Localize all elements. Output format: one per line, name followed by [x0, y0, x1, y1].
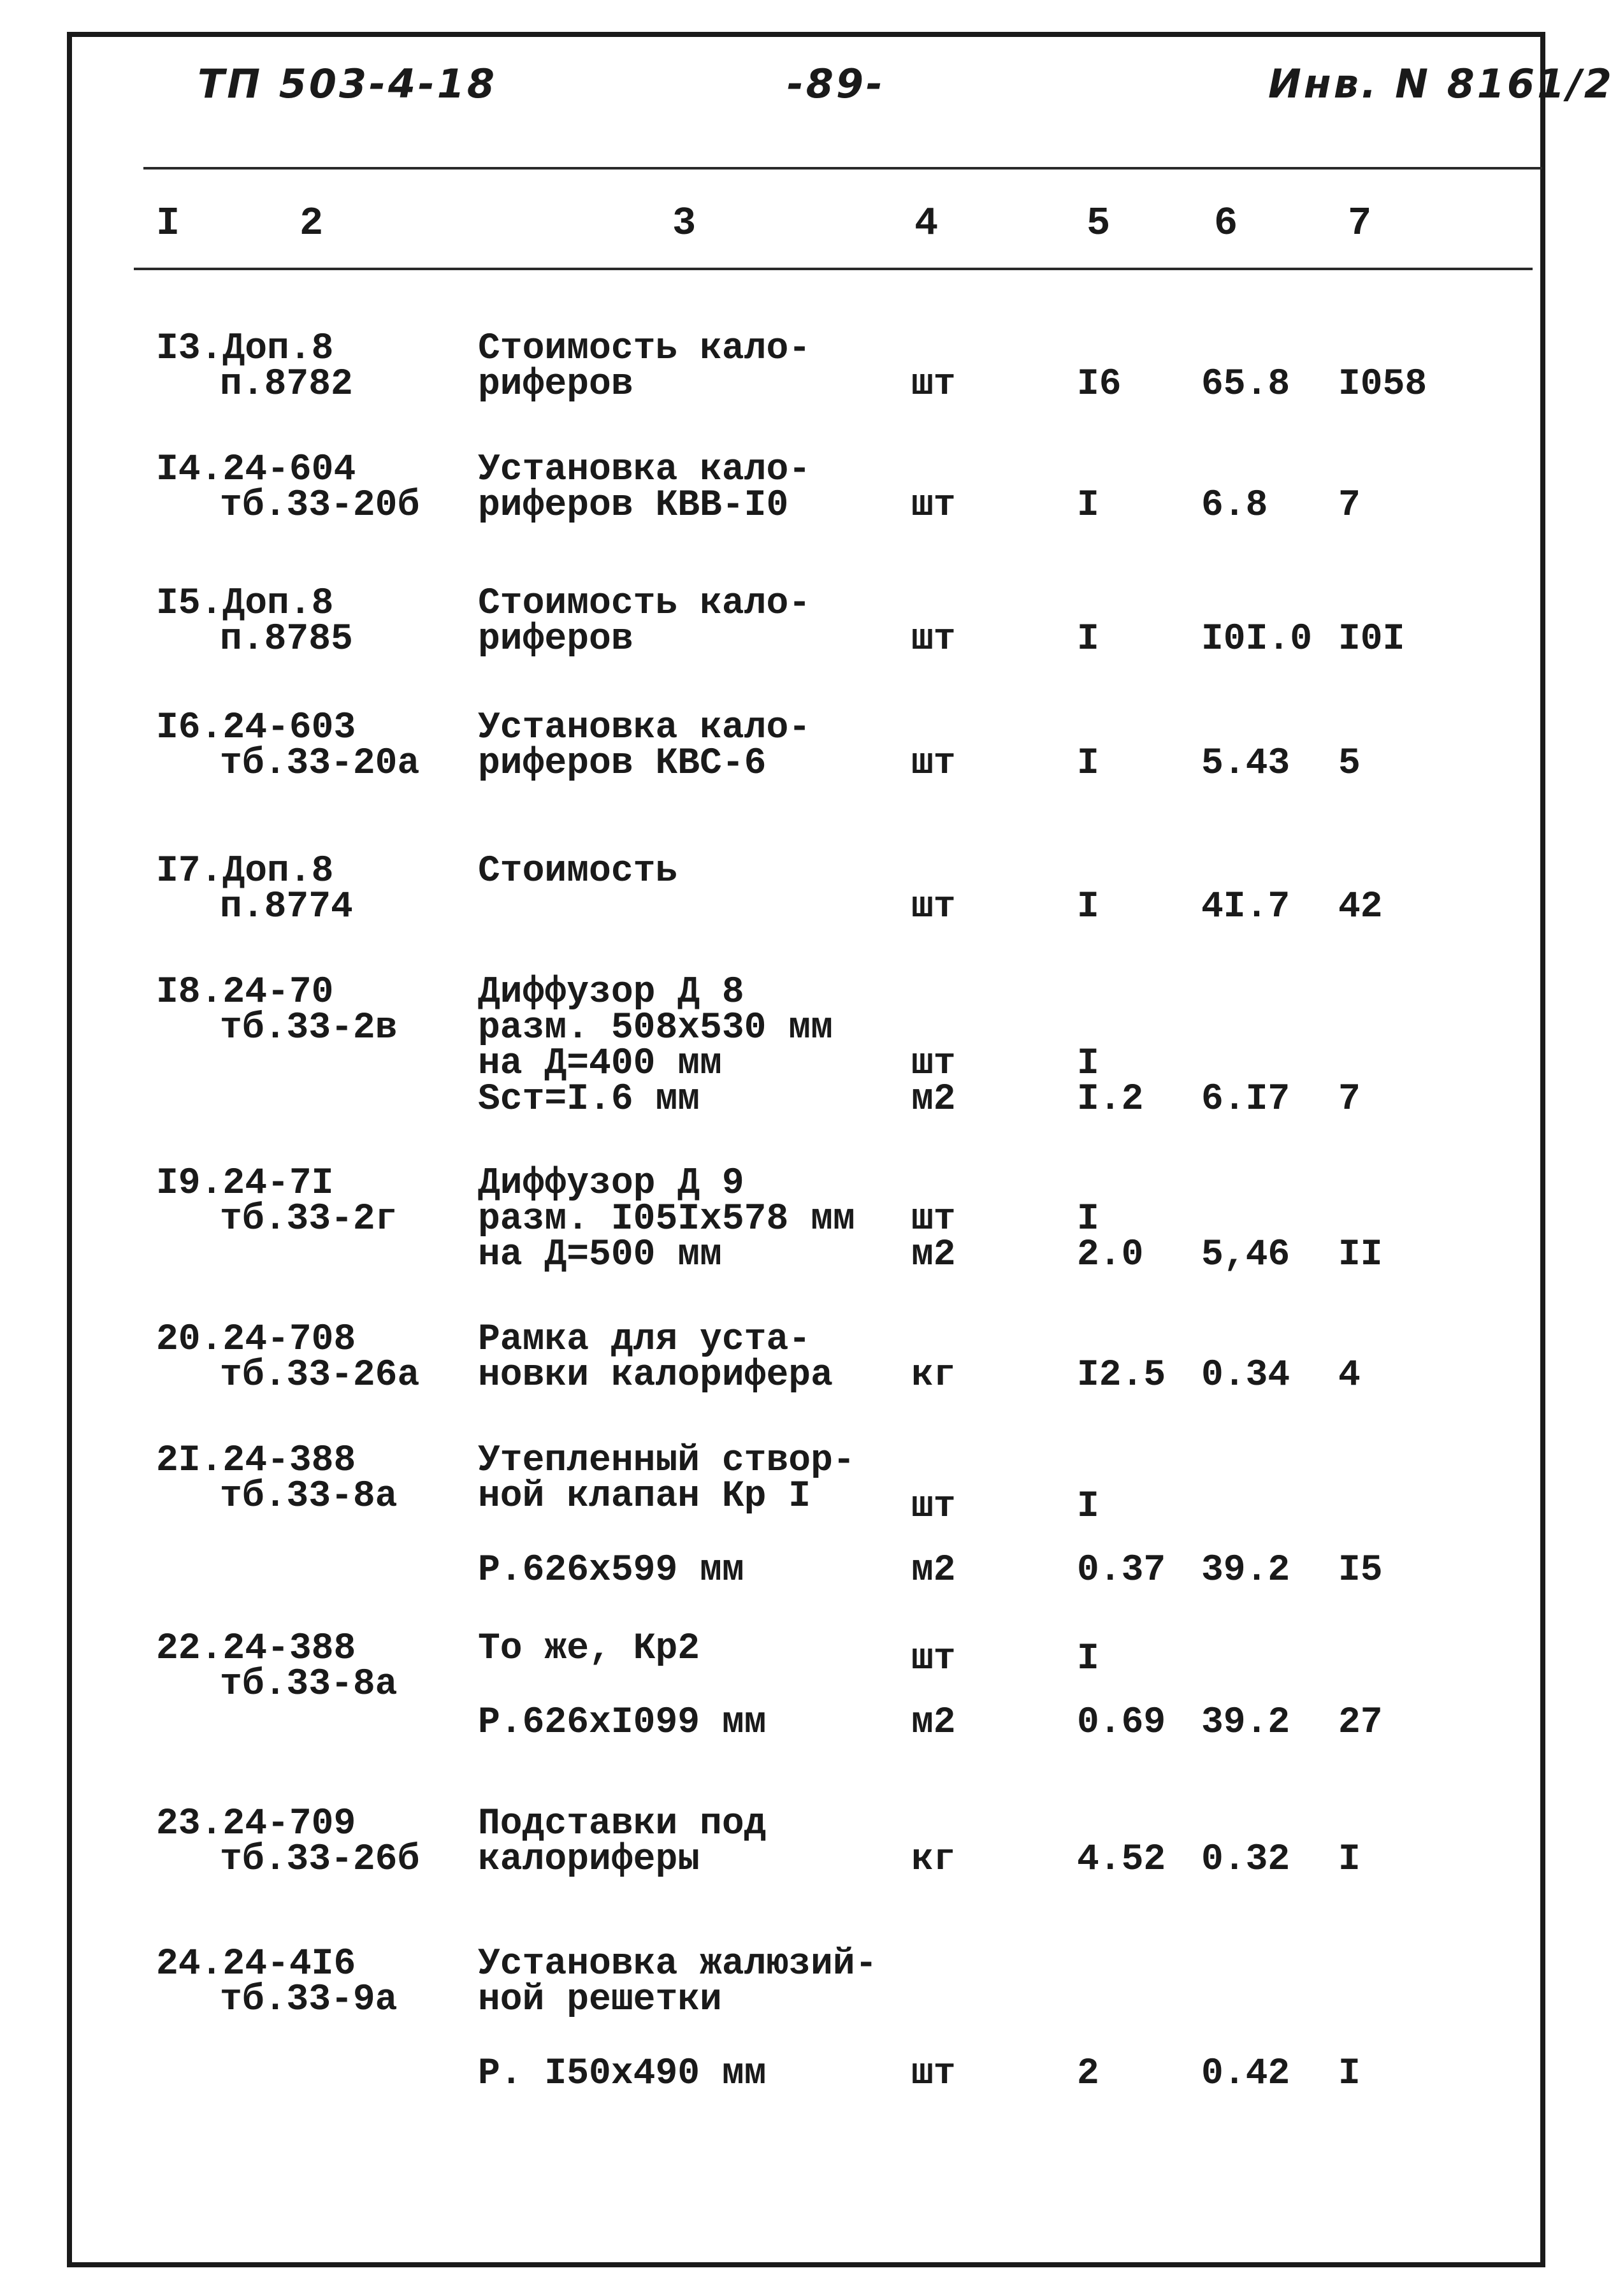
- row-total-cost: 7: [1338, 485, 1361, 526]
- column-header-2: 2: [300, 201, 324, 246]
- row-item-ref: I8.24-70: [156, 972, 334, 1013]
- row-unit-price: 65.8: [1201, 364, 1290, 405]
- row-total-cost: 4: [1338, 1355, 1361, 1396]
- row-item-subref: тб.33-20б: [220, 485, 420, 526]
- row-item-subref: тб.33-9а: [220, 1979, 398, 2021]
- row-description-line: Стоимость: [478, 851, 678, 892]
- inventory-number: Инв. N 8161/2: [1268, 61, 1614, 107]
- row-unit: м2: [911, 1702, 956, 1744]
- row-unit-price: 5,46: [1201, 1234, 1290, 1276]
- row-quantity: I: [1077, 743, 1099, 784]
- row-total-cost: 42: [1338, 886, 1383, 928]
- row-description-line: Рамка для уста-: [478, 1319, 811, 1361]
- row-item-subref: тб.33-20а: [220, 743, 420, 784]
- row-description-line: Подставки под: [478, 1803, 767, 1845]
- row-description-line: риферов КВВ-I0: [478, 485, 789, 526]
- row-quantity: 4.52: [1077, 1839, 1166, 1881]
- row-unit-price: 0.34: [1201, 1355, 1290, 1396]
- row-unit-price: 0.32: [1201, 1839, 1290, 1881]
- row-quantity: I.2: [1077, 1079, 1144, 1120]
- column-header-6: 6: [1214, 201, 1238, 246]
- row-total-cost: 27: [1338, 1702, 1383, 1744]
- header-bottom-rule: [134, 268, 1533, 270]
- row-unit: шт: [911, 2053, 956, 2095]
- row-quantity: I: [1077, 1486, 1099, 1527]
- row-item-ref: 22.24-388: [156, 1628, 356, 1670]
- row-item-ref: 2I.24-388: [156, 1440, 356, 1482]
- row-description-dimensions: Р.626х599 мм: [478, 1550, 744, 1591]
- row-description-line: Стоимость кало-: [478, 328, 811, 370]
- row-quantity: 0.69: [1077, 1702, 1166, 1744]
- row-unit-price: 0.42: [1201, 2053, 1290, 2095]
- column-header-4: 4: [914, 201, 939, 246]
- row-quantity: I: [1077, 1043, 1099, 1085]
- row-item-ref: I5.Доп.8: [156, 583, 334, 625]
- row-unit-price: 39.2: [1201, 1702, 1290, 1744]
- row-description-line: Диффузор Д 9: [478, 1163, 744, 1204]
- row-total-cost: 7: [1338, 1079, 1361, 1120]
- row-quantity: 0.37: [1077, 1550, 1166, 1591]
- row-description-line: разм. I05Iх578 мм: [478, 1199, 855, 1240]
- row-unit: шт: [911, 485, 956, 526]
- column-header-3: 3: [672, 201, 697, 246]
- row-total-cost: I0I: [1338, 619, 1405, 660]
- row-description-line: калориферы: [478, 1839, 700, 1881]
- page-number: -89-: [787, 61, 885, 107]
- row-quantity: I: [1077, 1638, 1099, 1680]
- row-unit: кг: [911, 1839, 956, 1881]
- header-top-rule: [143, 167, 1542, 170]
- row-description-line: То же, Кр2: [478, 1628, 700, 1670]
- row-description-line: Утепленный створ-: [478, 1440, 855, 1482]
- row-unit: шт: [911, 1199, 956, 1240]
- row-item-ref: 20.24-708: [156, 1319, 356, 1361]
- row-quantity: I: [1077, 485, 1099, 526]
- column-header-7: 7: [1348, 201, 1372, 246]
- row-unit-price: 6.8: [1201, 485, 1268, 526]
- row-quantity: 2.0: [1077, 1234, 1144, 1276]
- row-item-ref: 23.24-709: [156, 1803, 356, 1845]
- row-item-subref: тб.33-2в: [220, 1007, 398, 1049]
- row-item-subref: тб.33-26б: [220, 1839, 420, 1881]
- row-item-subref: п.8774: [220, 886, 353, 928]
- row-unit: кг: [911, 1355, 956, 1396]
- row-description-line: Установка кало-: [478, 449, 811, 491]
- row-description-line: новки калорифера: [478, 1355, 833, 1396]
- row-quantity: 2: [1077, 2053, 1099, 2095]
- row-item-ref: I6.24-603: [156, 707, 356, 749]
- row-item-ref: I7.Доп.8: [156, 851, 334, 892]
- row-item-subref: тб.33-8а: [220, 1476, 398, 1517]
- row-unit-price: 4I.7: [1201, 886, 1290, 928]
- row-total-cost: 5: [1338, 743, 1361, 784]
- row-unit: шт: [911, 1638, 956, 1680]
- row-description-line: разм. 508х530 мм: [478, 1007, 833, 1049]
- row-description-line: Диффузор Д 8: [478, 972, 744, 1013]
- row-description-line: ной решетки: [478, 1979, 722, 2021]
- row-unit: м2: [911, 1079, 956, 1120]
- row-item-subref: тб.33-8а: [220, 1664, 398, 1705]
- row-item-ref: 24.24-4I6: [156, 1944, 356, 1985]
- row-quantity: I6: [1077, 364, 1122, 405]
- row-quantity: I: [1077, 1199, 1099, 1240]
- row-unit-price: I0I.0: [1201, 619, 1313, 660]
- row-quantity: I: [1077, 886, 1099, 928]
- row-unit: шт: [911, 886, 956, 928]
- row-description-dimensions: Р. I50х490 мм: [478, 2053, 767, 2095]
- row-description-line: Установка жалюзий-: [478, 1944, 878, 1985]
- row-description-line: на Д=400 мм: [478, 1043, 722, 1085]
- row-total-cost: I5: [1338, 1550, 1383, 1591]
- row-item-subref: п.8782: [220, 364, 353, 405]
- row-unit: шт: [911, 743, 956, 784]
- row-item-ref: I4.24-604: [156, 449, 356, 491]
- column-header-1: I: [156, 201, 180, 246]
- row-unit: м2: [911, 1550, 956, 1591]
- row-total-cost: I058: [1338, 364, 1427, 405]
- row-description-line: Sст=I.6 мм: [478, 1079, 700, 1120]
- row-total-cost: I: [1338, 1839, 1361, 1881]
- row-description-line: Установка кало-: [478, 707, 811, 749]
- row-item-subref: тб.33-2г: [220, 1199, 398, 1240]
- project-code: ТП 503-4-18: [198, 61, 498, 107]
- row-description-line: риферов: [478, 364, 633, 405]
- column-header-5: 5: [1087, 201, 1111, 246]
- row-unit: м2: [911, 1234, 956, 1276]
- row-description-line: риферов КВС-6: [478, 743, 767, 784]
- row-item-ref: I9.24-7I: [156, 1163, 334, 1204]
- row-description-line: ной клапан Кр I: [478, 1476, 811, 1517]
- row-unit: шт: [911, 364, 956, 405]
- row-total-cost: II: [1338, 1234, 1383, 1276]
- row-total-cost: I: [1338, 2053, 1361, 2095]
- row-item-subref: п.8785: [220, 619, 353, 660]
- row-unit-price: 5.43: [1201, 743, 1290, 784]
- row-unit-price: 39.2: [1201, 1550, 1290, 1591]
- row-quantity: I2.5: [1077, 1355, 1166, 1396]
- row-description-line: риферов: [478, 619, 633, 660]
- row-unit: шт: [911, 1486, 956, 1527]
- row-unit: шт: [911, 1043, 956, 1085]
- row-quantity: I: [1077, 619, 1099, 660]
- row-description-line: на Д=500 мм: [478, 1234, 722, 1276]
- row-description-dimensions: Р.626хI099 мм: [478, 1702, 767, 1744]
- row-item-ref: I3.Доп.8: [156, 328, 334, 370]
- row-item-subref: тб.33-26а: [220, 1355, 420, 1396]
- row-description-line: Стоимость кало-: [478, 583, 811, 625]
- row-unit-price: 6.I7: [1201, 1079, 1290, 1120]
- row-unit: шт: [911, 619, 956, 660]
